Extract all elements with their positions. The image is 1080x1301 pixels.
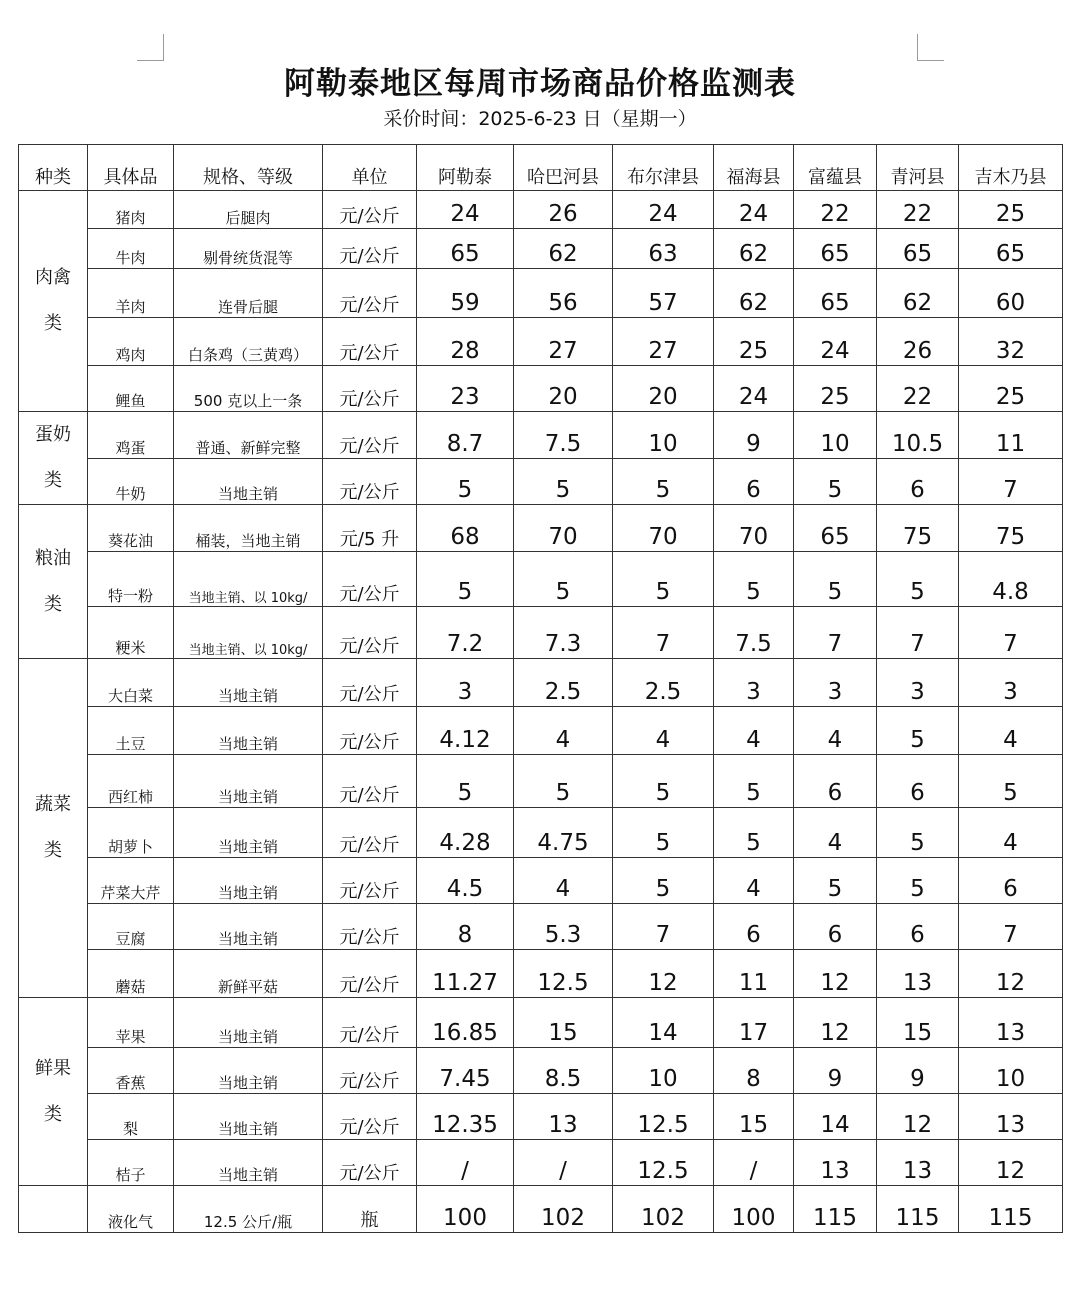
- price-cell: 27: [613, 318, 714, 366]
- spec-cell: 当地主销: [174, 707, 323, 755]
- category-cell: [19, 659, 88, 998]
- spec-cell: 当地主销: [174, 1094, 323, 1140]
- item-name-cell: 西红柿: [88, 755, 174, 808]
- price-cell: 5: [417, 755, 514, 808]
- price-cell: 102: [613, 1186, 714, 1233]
- price-cell: 7: [877, 607, 959, 659]
- price-cell: /: [514, 1140, 613, 1186]
- header-category: 种类: [19, 145, 88, 191]
- price-cell: 5: [613, 552, 714, 607]
- price-cell: 2.5: [514, 659, 613, 707]
- price-cell: 75: [877, 505, 959, 552]
- item-name-cell: 特一粉: [88, 552, 174, 607]
- price-cell: 12: [959, 950, 1063, 998]
- price-date-subtitle: 采价时间：2025-6-23 日（星期一）: [383, 108, 697, 130]
- header-fuyun: 富蕴县: [794, 145, 877, 191]
- price-cell: 6: [959, 858, 1063, 904]
- price-cell: 6: [714, 459, 794, 505]
- price-cell: 12: [877, 1094, 959, 1140]
- table-row: [19, 505, 1063, 552]
- spec-cell: 当地主销: [174, 858, 323, 904]
- unit-cell: 元/公斤: [323, 366, 417, 412]
- price-cell: 12.35: [417, 1094, 514, 1140]
- price-cell: 65: [417, 229, 514, 269]
- table-row: [19, 459, 1063, 505]
- table-row: [19, 366, 1063, 412]
- price-cell: 4: [714, 707, 794, 755]
- price-cell: 4: [514, 858, 613, 904]
- table-row: [19, 904, 1063, 950]
- table-row: [19, 755, 1063, 808]
- price-cell: 100: [417, 1186, 514, 1233]
- table-row: [19, 998, 1063, 1048]
- price-cell: 28: [417, 318, 514, 366]
- table-row: [19, 607, 1063, 659]
- price-cell: 5: [417, 459, 514, 505]
- price-cell: 14: [794, 1094, 877, 1140]
- table-row: [19, 191, 1063, 229]
- price-cell: 115: [877, 1186, 959, 1233]
- price-cell: 5: [794, 858, 877, 904]
- item-name-cell: 梨: [88, 1094, 174, 1140]
- price-cell: 10.5: [877, 412, 959, 459]
- price-cell: 14: [613, 998, 714, 1048]
- price-cell: 11: [959, 412, 1063, 459]
- price-cell: 7.3: [514, 607, 613, 659]
- price-cell: 15: [714, 1094, 794, 1140]
- price-cell: 7.5: [714, 607, 794, 659]
- unit-cell: 元/5 升: [323, 505, 417, 552]
- item-name-cell: 鸡肉: [88, 318, 174, 366]
- price-cell: 24: [714, 191, 794, 229]
- item-name-cell: 桔子: [88, 1140, 174, 1186]
- price-cell: 27: [514, 318, 613, 366]
- item-name-cell: 豆腐: [88, 904, 174, 950]
- page-title: 阿勒泰地区每周市场商品价格监测表: [284, 66, 796, 102]
- item-name-cell: 粳米: [88, 607, 174, 659]
- price-cell: 5: [514, 755, 613, 808]
- price-cell: 5: [514, 459, 613, 505]
- price-cell: 3: [714, 659, 794, 707]
- price-cell: 7: [959, 607, 1063, 659]
- unit-cell: 元/公斤: [323, 707, 417, 755]
- spec-cell: 500 克以上一条: [174, 366, 323, 412]
- category-cell: [19, 1186, 88, 1233]
- price-cell: 7.5: [514, 412, 613, 459]
- price-cell: 70: [514, 505, 613, 552]
- table-row: [19, 1048, 1063, 1094]
- table-row: [19, 858, 1063, 904]
- category-cell: [19, 505, 88, 659]
- price-cell: 3: [877, 659, 959, 707]
- price-cell: 7: [959, 459, 1063, 505]
- spec-cell: 当地主销: [174, 1048, 323, 1094]
- item-name-cell: 土豆: [88, 707, 174, 755]
- category-label: 肉禽类: [35, 267, 71, 334]
- price-cell: 20: [613, 366, 714, 412]
- price-cell: 75: [959, 505, 1063, 552]
- price-cell: /: [714, 1140, 794, 1186]
- spec-cell: 当地主销: [174, 998, 323, 1048]
- table-row: [19, 659, 1063, 707]
- price-cell: 12: [613, 950, 714, 998]
- unit-cell: 元/公斤: [323, 1094, 417, 1140]
- price-cell: 17: [714, 998, 794, 1048]
- unit-cell: 元/公斤: [323, 459, 417, 505]
- header-burqin: 布尔津县: [613, 145, 714, 191]
- unit-cell: 元/公斤: [323, 904, 417, 950]
- price-cell: 63: [613, 229, 714, 269]
- table-row: [19, 1094, 1063, 1140]
- price-cell: 10: [794, 412, 877, 459]
- price-cell: 10: [959, 1048, 1063, 1094]
- price-cell: 7: [959, 904, 1063, 950]
- price-cell: 12: [794, 998, 877, 1048]
- price-cell: 65: [959, 229, 1063, 269]
- price-cell: 22: [877, 191, 959, 229]
- header-spec: 规格、等级: [174, 145, 323, 191]
- price-cell: 5: [417, 552, 514, 607]
- unit-cell: 元/公斤: [323, 950, 417, 998]
- price-cell: 62: [877, 269, 959, 318]
- price-cell: 6: [794, 904, 877, 950]
- price-cell: 25: [794, 366, 877, 412]
- spec-cell: 当地主销: [174, 755, 323, 808]
- table-header-row: [19, 145, 1063, 191]
- price-cell: 4: [613, 707, 714, 755]
- price-cell: 7: [613, 904, 714, 950]
- price-cell: 13: [959, 1094, 1063, 1140]
- price-cell: 9: [877, 1048, 959, 1094]
- price-cell: 65: [794, 505, 877, 552]
- price-cell: 24: [613, 191, 714, 229]
- price-cell: 24: [714, 366, 794, 412]
- table-row: [19, 1140, 1063, 1186]
- price-cell: 8: [714, 1048, 794, 1094]
- price-cell: 24: [794, 318, 877, 366]
- price-cell: 9: [794, 1048, 877, 1094]
- category-cell: [19, 191, 88, 412]
- price-cell: 5: [877, 552, 959, 607]
- price-cell: 7.45: [417, 1048, 514, 1094]
- category-label: 鲜果类: [35, 1057, 71, 1125]
- spec-cell: 新鲜平菇: [174, 950, 323, 998]
- price-cell: 6: [877, 755, 959, 808]
- price-cell: 5: [959, 755, 1063, 808]
- price-cell: 2.5: [613, 659, 714, 707]
- price-cell: 15: [514, 998, 613, 1048]
- price-cell: 70: [714, 505, 794, 552]
- page-corner-mark-left: [137, 34, 164, 61]
- price-cell: 5.3: [514, 904, 613, 950]
- price-cell: 26: [877, 318, 959, 366]
- price-cell: 10: [613, 412, 714, 459]
- price-cell: 5: [714, 755, 794, 808]
- table-row: [19, 552, 1063, 607]
- price-cell: 22: [794, 191, 877, 229]
- header-unit: 单位: [323, 145, 417, 191]
- price-cell: 4: [714, 858, 794, 904]
- price-cell: 9: [714, 412, 794, 459]
- item-name-cell: 鸡蛋: [88, 412, 174, 459]
- unit-cell: 元/公斤: [323, 607, 417, 659]
- price-cell: 5: [613, 459, 714, 505]
- item-name-cell: 苹果: [88, 998, 174, 1048]
- table-row: [19, 229, 1063, 269]
- price-cell: 5: [714, 552, 794, 607]
- price-cell: 8.5: [514, 1048, 613, 1094]
- item-name-cell: 香蕉: [88, 1048, 174, 1094]
- price-cell: 5: [877, 808, 959, 858]
- item-name-cell: 液化气: [88, 1186, 174, 1233]
- category-cell: [19, 412, 88, 505]
- price-cell: 62: [714, 269, 794, 318]
- spec-cell: 后腿肉: [174, 191, 323, 229]
- table-row: [19, 269, 1063, 318]
- category-label: 蛋奶类: [35, 424, 71, 491]
- table-row: [19, 950, 1063, 998]
- header-jeminay: 吉木乃县: [959, 145, 1063, 191]
- price-cell: 12.5: [514, 950, 613, 998]
- unit-cell: 元/公斤: [323, 1140, 417, 1186]
- item-name-cell: 大白菜: [88, 659, 174, 707]
- spec-cell: 当地主销: [174, 1140, 323, 1186]
- unit-cell: 元/公斤: [323, 412, 417, 459]
- price-cell: 4.5: [417, 858, 514, 904]
- unit-cell: 元/公斤: [323, 659, 417, 707]
- item-name-cell: 牛肉: [88, 229, 174, 269]
- price-cell: 4: [959, 808, 1063, 858]
- price-cell: 20: [514, 366, 613, 412]
- price-cell: 4.12: [417, 707, 514, 755]
- price-cell: 68: [417, 505, 514, 552]
- table-row: [19, 412, 1063, 459]
- price-cell: 6: [794, 755, 877, 808]
- price-cell: 65: [877, 229, 959, 269]
- price-cell: 65: [794, 229, 877, 269]
- spec-cell: 当地主销、以 10kg/: [174, 607, 323, 659]
- unit-cell: 元/公斤: [323, 191, 417, 229]
- spec-cell: 当地主销: [174, 659, 323, 707]
- price-cell: 56: [514, 269, 613, 318]
- price-cell: 5: [613, 858, 714, 904]
- price-cell: 59: [417, 269, 514, 318]
- page-corner-mark-right: [917, 34, 944, 61]
- spec-cell: 桶装，当地主销: [174, 505, 323, 552]
- price-cell: 6: [877, 459, 959, 505]
- unit-cell: 元/公斤: [323, 269, 417, 318]
- item-name-cell: 蘑菇: [88, 950, 174, 998]
- price-cell: 4: [794, 707, 877, 755]
- unit-cell: 元/公斤: [323, 552, 417, 607]
- item-name-cell: 芹菜大芹: [88, 858, 174, 904]
- price-cell: 11: [714, 950, 794, 998]
- unit-cell: 元/公斤: [323, 808, 417, 858]
- item-name-cell: 猪肉: [88, 191, 174, 229]
- spec-cell: 当地主销: [174, 459, 323, 505]
- price-cell: 15: [877, 998, 959, 1048]
- unit-cell: 元/公斤: [323, 229, 417, 269]
- price-cell: 7: [613, 607, 714, 659]
- price-cell: 115: [794, 1186, 877, 1233]
- spec-cell: 当地主销、以 10kg/: [174, 552, 323, 607]
- spec-cell: 12.5 公斤/瓶: [174, 1186, 323, 1233]
- price-cell: 5: [794, 552, 877, 607]
- price-cell: 13: [877, 950, 959, 998]
- price-monitor-table: [18, 144, 1063, 1233]
- category-label: 蔬菜类: [35, 794, 71, 861]
- price-cell: 3: [417, 659, 514, 707]
- price-cell: 115: [959, 1186, 1063, 1233]
- price-cell: 3: [794, 659, 877, 707]
- price-cell: 12.5: [613, 1140, 714, 1186]
- header-altay: 阿勒泰: [417, 145, 514, 191]
- price-cell: /: [417, 1140, 514, 1186]
- spec-cell: 普通、新鲜完整: [174, 412, 323, 459]
- price-cell: 22: [877, 366, 959, 412]
- price-cell: 8: [417, 904, 514, 950]
- price-cell: 25: [959, 191, 1063, 229]
- table-row: [19, 318, 1063, 366]
- price-cell: 3: [959, 659, 1063, 707]
- category-cell: [19, 998, 88, 1186]
- price-cell: 26: [514, 191, 613, 229]
- price-cell: 10: [613, 1048, 714, 1094]
- category-label: 粮油类: [35, 547, 71, 615]
- price-cell: 5: [794, 459, 877, 505]
- price-cell: 4: [514, 707, 613, 755]
- price-cell: 12: [794, 950, 877, 998]
- price-cell: 102: [514, 1186, 613, 1233]
- price-cell: 5: [514, 552, 613, 607]
- price-cell: 12.5: [613, 1094, 714, 1140]
- price-cell: 60: [959, 269, 1063, 318]
- unit-cell: 元/公斤: [323, 755, 417, 808]
- price-cell: 62: [514, 229, 613, 269]
- table-row: [19, 1186, 1063, 1233]
- item-name-cell: 牛奶: [88, 459, 174, 505]
- price-cell: 4: [959, 707, 1063, 755]
- unit-cell: 瓶: [323, 1186, 417, 1233]
- spec-cell: 连骨后腿: [174, 269, 323, 318]
- price-cell: 16.85: [417, 998, 514, 1048]
- price-cell: 4.28: [417, 808, 514, 858]
- price-cell: 4: [794, 808, 877, 858]
- price-cell: 6: [714, 904, 794, 950]
- price-cell: 100: [714, 1186, 794, 1233]
- header-item: 具体品: [88, 145, 174, 191]
- price-cell: 7: [794, 607, 877, 659]
- price-cell: 5: [613, 755, 714, 808]
- price-cell: 13: [877, 1140, 959, 1186]
- spec-cell: 当地主销: [174, 808, 323, 858]
- price-cell: 62: [714, 229, 794, 269]
- price-cell: 5: [714, 808, 794, 858]
- price-cell: 25: [714, 318, 794, 366]
- unit-cell: 元/公斤: [323, 1048, 417, 1094]
- spec-cell: 白条鸡（三黄鸡）: [174, 318, 323, 366]
- price-cell: 24: [417, 191, 514, 229]
- unit-cell: 元/公斤: [323, 318, 417, 366]
- price-cell: 11.27: [417, 950, 514, 998]
- header-habahe: 哈巴河县: [514, 145, 613, 191]
- price-cell: 13: [794, 1140, 877, 1186]
- spec-cell: 剔骨统货混等: [174, 229, 323, 269]
- price-cell: 32: [959, 318, 1063, 366]
- price-cell: 4.75: [514, 808, 613, 858]
- price-cell: 5: [877, 858, 959, 904]
- price-cell: 25: [959, 366, 1063, 412]
- price-cell: 57: [613, 269, 714, 318]
- item-name-cell: 鲤鱼: [88, 366, 174, 412]
- price-cell: 7.2: [417, 607, 514, 659]
- header-fuhai: 福海县: [714, 145, 794, 191]
- price-cell: 12: [959, 1140, 1063, 1186]
- spec-cell: 当地主销: [174, 904, 323, 950]
- price-cell: 13: [514, 1094, 613, 1140]
- unit-cell: 元/公斤: [323, 858, 417, 904]
- price-cell: 13: [959, 998, 1063, 1048]
- item-name-cell: 羊肉: [88, 269, 174, 318]
- price-cell: 4.8: [959, 552, 1063, 607]
- price-cell: 5: [877, 707, 959, 755]
- table-row: [19, 808, 1063, 858]
- item-name-cell: 胡萝卜: [88, 808, 174, 858]
- price-cell: 23: [417, 366, 514, 412]
- item-name-cell: 葵花油: [88, 505, 174, 552]
- table-row: [19, 707, 1063, 755]
- price-cell: 70: [613, 505, 714, 552]
- unit-cell: 元/公斤: [323, 998, 417, 1048]
- price-cell: 8.7: [417, 412, 514, 459]
- price-cell: 5: [613, 808, 714, 858]
- price-cell: 6: [877, 904, 959, 950]
- header-qinghe: 青河县: [877, 145, 959, 191]
- price-cell: 65: [794, 269, 877, 318]
